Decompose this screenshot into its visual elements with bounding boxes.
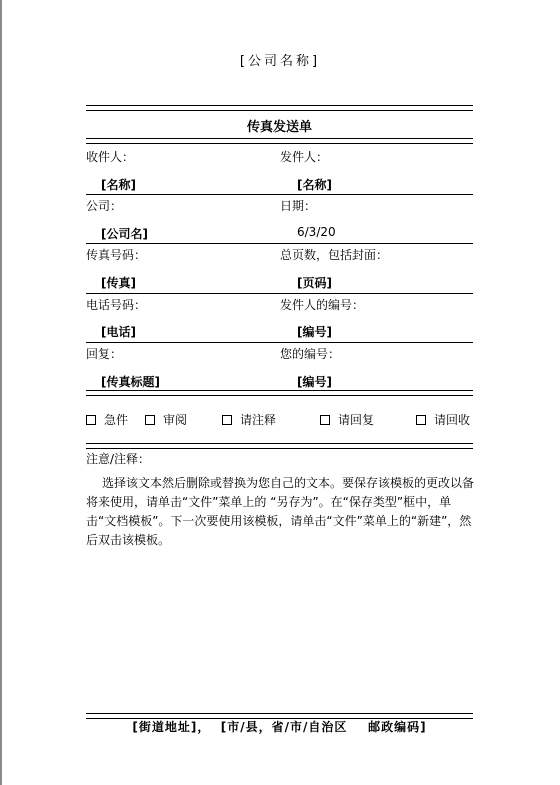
checkbox-icon[interactable]	[320, 415, 330, 425]
title-rule-top	[86, 105, 473, 111]
fields-rule-bottom	[86, 390, 473, 396]
company-value[interactable]: [公司名]	[101, 227, 148, 241]
notes-rule-top	[86, 443, 473, 449]
checkbox-recycle[interactable]	[416, 411, 470, 428]
row-divider	[86, 342, 473, 343]
company-name[interactable]: [公司名称]	[239, 54, 321, 69]
notes-label: 注意/注释：	[86, 452, 151, 466]
pages-value[interactable]: [页码]	[297, 276, 332, 290]
checkbox-label: 急件	[104, 413, 129, 427]
row-divider	[86, 293, 473, 294]
title-rule-bottom	[86, 138, 473, 144]
checkbox-urgent[interactable]	[86, 411, 128, 428]
reply-value[interactable]: [传真标题]	[101, 375, 160, 389]
checkbox-icon[interactable]	[145, 415, 155, 425]
your-ref-label: 您的编号：	[280, 347, 341, 361]
fax-value[interactable]: [传真]	[101, 276, 136, 290]
page-edge	[0, 0, 2, 785]
phone-label: 电话号码：	[86, 298, 147, 312]
your-ref-value[interactable]: [编号]	[297, 375, 332, 389]
checkbox-label: 审阅	[163, 413, 188, 427]
row-divider	[86, 243, 473, 244]
checkbox-reply[interactable]	[320, 411, 374, 428]
checkbox-comment[interactable]	[222, 411, 276, 428]
company-label: 公司：	[86, 199, 123, 213]
checkbox-review[interactable]	[145, 411, 187, 428]
sender-label: 发件人：	[280, 150, 329, 164]
checkbox-label: 请注释	[240, 413, 277, 427]
footer-address[interactable]: [街道地址]， [市/县，省/市/自治区 邮政编码]	[132, 720, 427, 734]
sender-ref-value[interactable]: [编号]	[297, 325, 332, 339]
checkbox-label: 请回复	[338, 413, 375, 427]
date-label: 日期：	[280, 199, 317, 213]
row-divider	[86, 194, 473, 195]
checkbox-label: 请回收	[434, 413, 471, 427]
date-value[interactable]: 6/3/20	[297, 225, 336, 239]
notes-text[interactable]: 选择该文本然后删除或替换为您自己的文本。要保存该模板的更改以备将来使用，请单击“文件”菜单上的 “另存为”。在“保存类型”框中，单击“文档模板”。下一次要使用该模板，请单击“文件”菜单上的“新建”，然后双击该模板。	[86, 476, 475, 547]
reply-label: 回复：	[86, 347, 123, 361]
phone-value[interactable]: [电话]	[101, 325, 136, 339]
checkbox-icon[interactable]	[86, 415, 96, 425]
checkbox-icon[interactable]	[416, 415, 426, 425]
sender-ref-label: 发件人的编号：	[280, 298, 365, 312]
form-title[interactable]: 传真发送单	[246, 120, 312, 135]
fax-label: 传真号码：	[86, 248, 147, 262]
recipient-label: 收件人：	[86, 150, 135, 164]
pages-label: 总页数，包括封面：	[280, 248, 389, 262]
sender-value[interactable]: [名称]	[297, 178, 332, 192]
checkbox-icon[interactable]	[222, 415, 232, 425]
recipient-value[interactable]: [名称]	[101, 178, 136, 192]
